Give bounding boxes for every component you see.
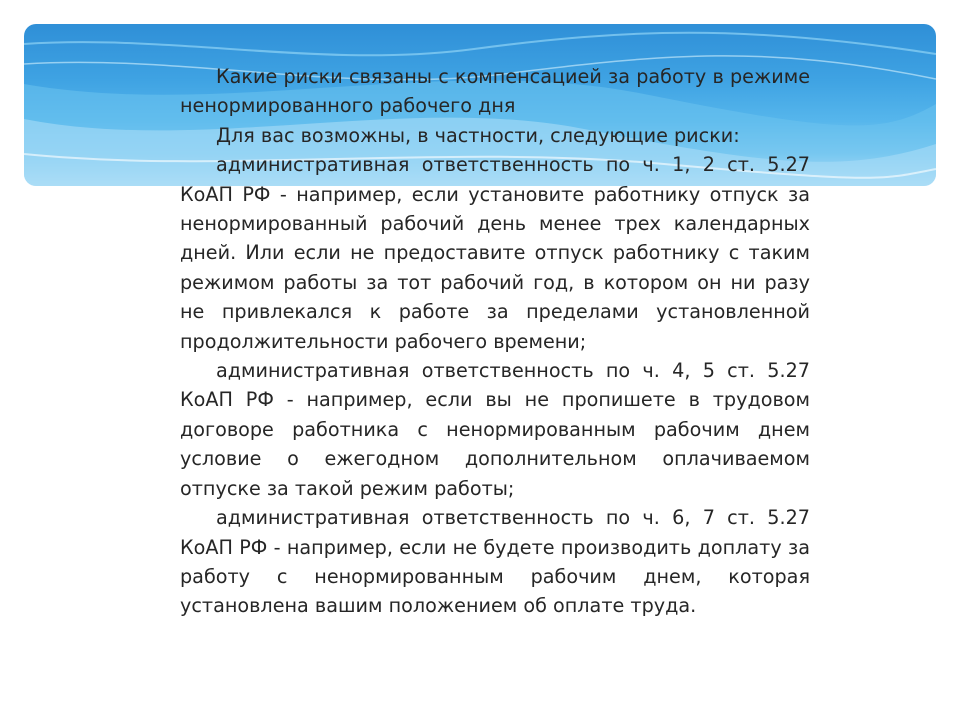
paragraph-risk-1: административная ответственность по ч. 1, 2 ст. 5.27 КоАП РФ - например, если установите работнику отпуск за ненормированный рабочий день менее трех календарных дней. Или если не предоставите отпуск работнику с таким режимом работы за тот рабочий год, в котором он ни разу не привлекался к работе за пределами установленной продолжительности рабочего времени;: [180, 153, 810, 353]
paragraph-risk-3: административная ответственность по ч. 6, 7 ст. 5.27 КоАП РФ - например, если не будете производить доплату за работу с ненормированным рабочим днем, которая установлена вашим положением об оплате труда.: [180, 506, 810, 618]
paragraph-intro: Для вас возможны, в частности, следующие риски:: [216, 123, 740, 147]
paragraph-heading: Какие риски связаны с компенсацией за работу в режиме ненормированного рабочего дня: [180, 65, 810, 118]
paragraph-risk-2: административная ответственность по ч. 4, 5 ст. 5.27 КоАП РФ - например, если вы не пропишете в трудовом договоре работника с ненормированным рабочим днем условие о ежегодном дополнительном оплачиваемом отпуске за такой режим работы;: [180, 359, 810, 500]
wave-line: [24, 33, 936, 56]
main-text: [180, 62, 810, 621]
